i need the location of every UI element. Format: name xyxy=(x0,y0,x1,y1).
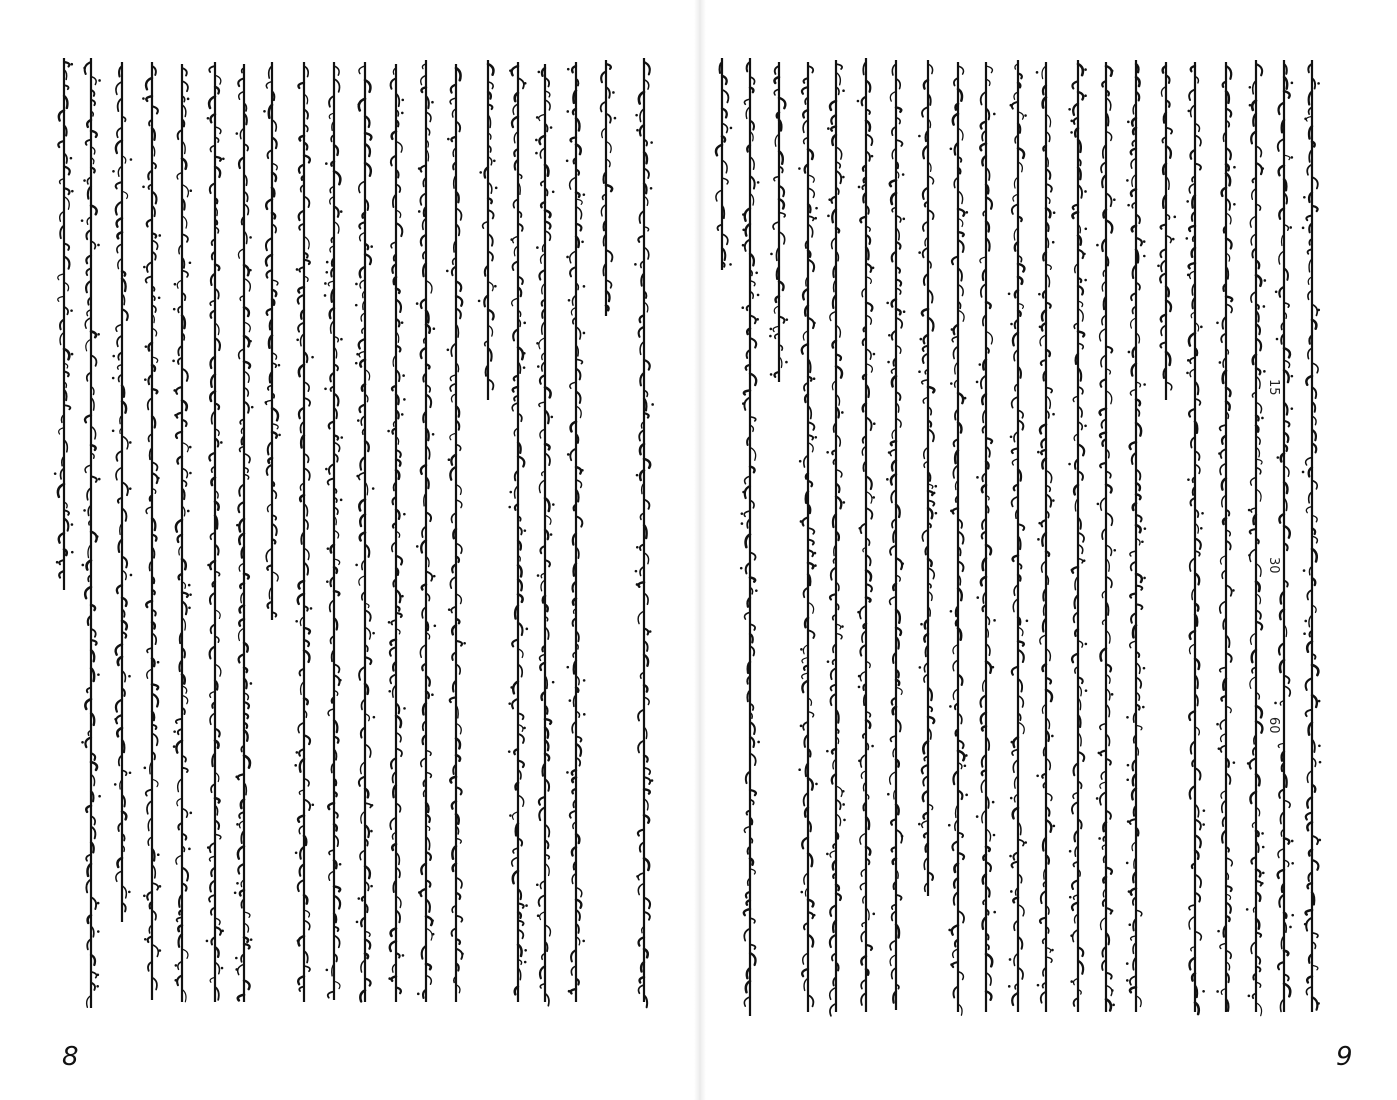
script-column xyxy=(54,58,74,590)
numeral-30: 30 xyxy=(1266,557,1281,574)
script-column xyxy=(263,62,281,620)
script-column xyxy=(769,62,788,382)
script-column xyxy=(948,62,968,1015)
script-column xyxy=(1216,62,1236,1012)
script-column xyxy=(1157,62,1176,400)
script-column xyxy=(976,62,996,1012)
script-column xyxy=(1246,60,1266,1016)
script-column xyxy=(294,62,314,1002)
page-number-right: 9 xyxy=(1336,1042,1353,1072)
script-column xyxy=(355,62,375,1002)
script-column xyxy=(634,58,654,1007)
script-column xyxy=(740,58,760,1016)
script-column xyxy=(416,60,436,1002)
page-number-left: 8 xyxy=(62,1042,79,1072)
script-column xyxy=(324,62,343,1000)
script-column xyxy=(1185,62,1205,1014)
script-column xyxy=(446,64,466,1002)
script-column xyxy=(1008,60,1028,1012)
script-column xyxy=(112,62,132,922)
script-column xyxy=(918,60,937,896)
script-column xyxy=(387,64,406,1002)
script-column xyxy=(826,60,846,1016)
numeral-15: 15 xyxy=(1266,379,1281,396)
script-column xyxy=(81,58,101,1008)
script-column xyxy=(206,62,225,1002)
script-column xyxy=(1302,60,1322,1012)
script-column xyxy=(857,58,876,1012)
script-column xyxy=(1036,62,1056,1012)
numeral-60: 60 xyxy=(1266,717,1281,734)
script-column xyxy=(172,64,192,1002)
script-column xyxy=(716,58,732,270)
script-column xyxy=(508,62,528,1002)
script-column xyxy=(566,62,586,1002)
script-column xyxy=(1068,60,1087,1012)
script-column xyxy=(1274,60,1294,1012)
script-column xyxy=(1096,62,1116,1012)
script-column xyxy=(1126,60,1146,1012)
script-column xyxy=(535,64,555,1006)
script-column xyxy=(798,62,818,1012)
script-column xyxy=(886,60,905,1010)
script-column xyxy=(478,60,498,400)
script-column xyxy=(601,60,617,316)
script-column xyxy=(234,64,254,1002)
script-column xyxy=(142,62,161,1000)
